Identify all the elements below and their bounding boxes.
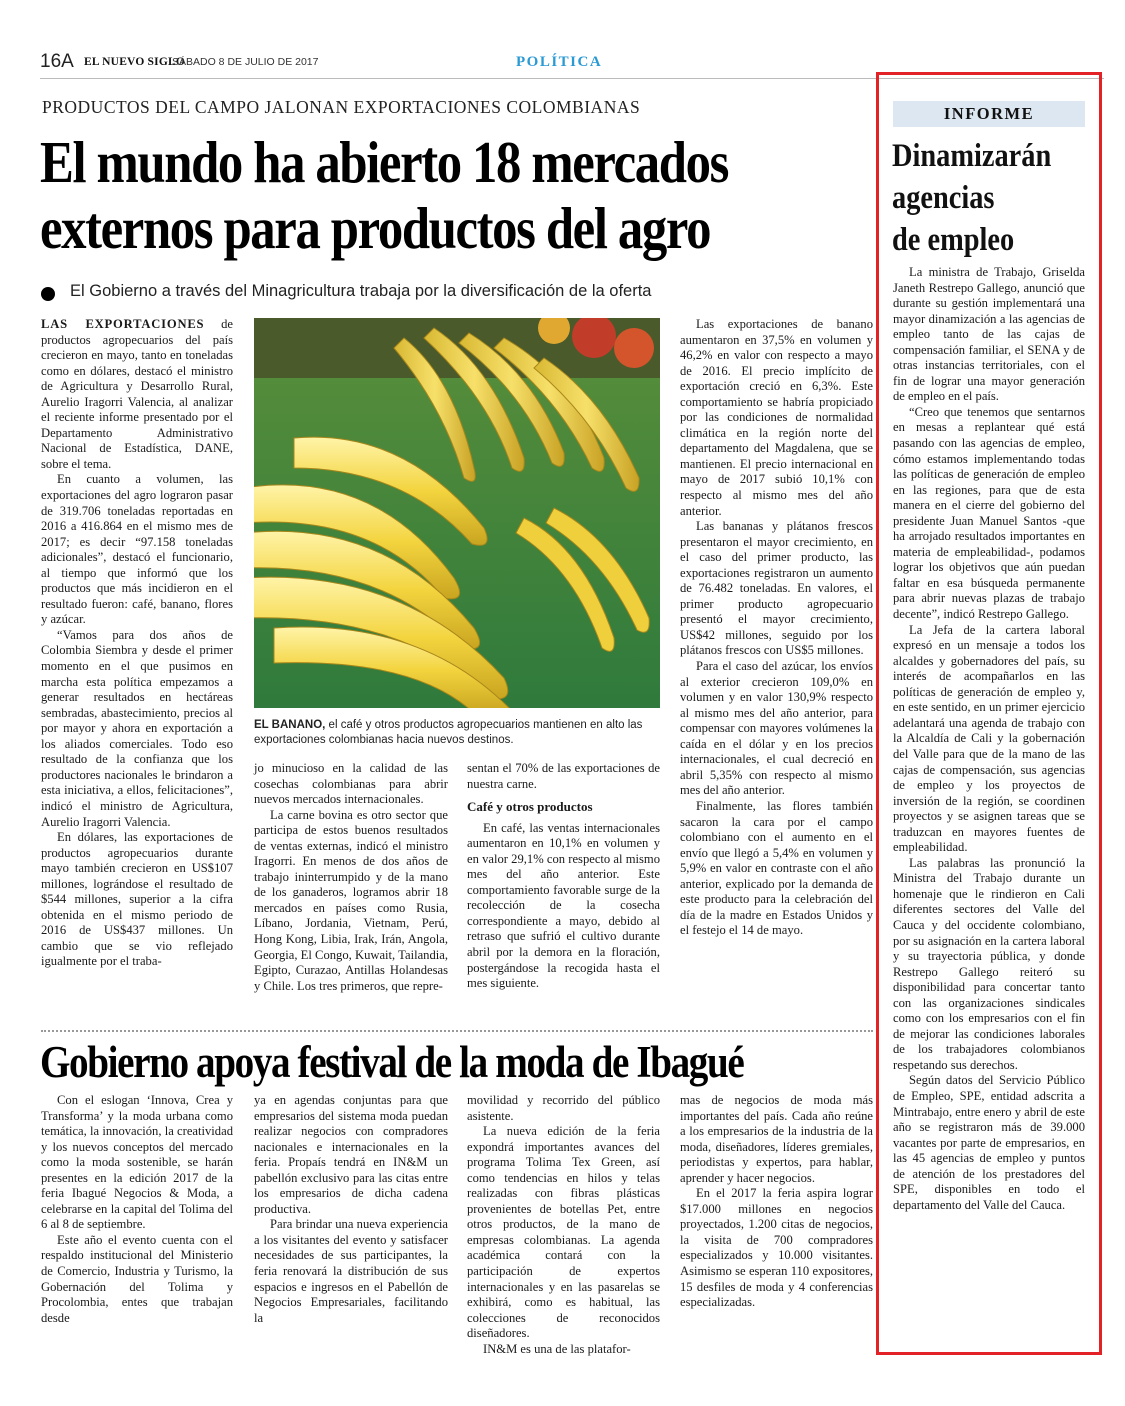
article-divider bbox=[41, 1030, 873, 1032]
paragraph: En café, las ventas internacionales aumentaron en 10,1% en volumen y en valor 29,1% con respecto al mismo mes del año anterior. Este comportamiento favorable surge de la recolección de la cosecha correspondiente a mayo, debido al retraso que sufrió el cultivo durante abril por la demora en la floración, postergándose la recogida hasta el mes siguiente. bbox=[467, 820, 660, 991]
paragraph: En dólares, las exportaciones de productos agropecuarios durante mayo también crecieron en US$107 millones, lográndose el resultado de $544 millones, superior a la cifra obtenida en el mismo periodo de 2016 de US$437 millones. Un cambio que se vio reflejado igualmente por el traba- bbox=[41, 830, 233, 969]
banana-photo-image bbox=[254, 318, 660, 708]
sidebar-headline-line-2: agencias bbox=[892, 180, 995, 216]
second-article-column-3 bbox=[467, 1093, 660, 1357]
paragraph: “Vamos para dos años de Colombia Siembra y desde el primer momento en el que pusimos en marcha esta política empezamos a generar resultados en hectáreas sembradas, abastecimiento, precios al por mayor y ahora en exportación a los aliados comerciales. Todo eso resultado de la confianza que los productores nacionales le brindaron a esta iniciativa, a ellos, felicitaciones”, indicó el ministro de Agricultura, Aurelio Iragorri Valencia. bbox=[41, 627, 233, 829]
paragraph: En el 2017 la feria aspira lograr $17.000 millones en negocios proyectados, 1.200 citas de negocios, la visita de 700 compradores especializados y 10.000 visitantes. Asimismo se esperan 110 expositores, 15 desfiles de moda y 4 conferencias especializadas. bbox=[680, 1186, 873, 1310]
paragraph: Las exportaciones de banano aumentaron en 37,5% en volumen y 46,2% en valor con respecto a mayo de 2016. El precio implícito de exportación creció en 6,3%. Este comportamiento se habría propiciado por las condiciones de normalidad climática en la región norte del departamento del Magdalena, que se mantienen. El precio internacional en mayo de 2017 subió 10,1% con respecto al mismo mes del año anterior. bbox=[680, 317, 873, 518]
second-article-column-2 bbox=[254, 1093, 448, 1326]
article-column-1 bbox=[41, 317, 233, 970]
paragraph: En cuanto a volumen, las exportaciones del agro lograron pasar de 319.706 toneladas reportadas en 2016 a 416.864 en el mismo mes de 2017; es decir “97.158 toneladas adicionales”, destacó el funcionario, al tiempo que informó que los productos que más incidieron en el resultado fueron: café, banano, flores y azúcar. bbox=[41, 472, 233, 627]
paragraph: IN&M es una de las platafor- bbox=[483, 1341, 631, 1356]
sidebar-body bbox=[893, 265, 1085, 1213]
headline-line-1: El mundo ha abierto 18 mercados bbox=[40, 129, 728, 195]
paragraph: La Jefa de la cartera laboral expresó en un mensaje a todos los alcaldes y gobernadores del país, su interés de acompañarlos en las políticas de generación de empleo y, en este sentido, en un primer ejercicio adelantará una agenda de trabajo con la Alcaldía de Cali y la gobernación del Valle para que de la mano de las cajas de compensación, sus agencias de empleo y los proyectos de inversión de la región, se coordinen proyectos y se asignen tareas que se traduzcan en mayores fuentes de empleabilidad. bbox=[893, 622, 1085, 855]
issue-date: SÁBADO 8 DE JULIO DE 2017 bbox=[172, 56, 319, 68]
second-headline: Gobierno apoya festival de la moda de Ibagué bbox=[40, 1037, 744, 1087]
sidebar-headline-line-1: Dinamizarán bbox=[892, 138, 1052, 174]
paragraph: mas de negocios de moda más importantes del país. Cada año reúne a los empresarios de la industria de la moda, diseñadores, líderes gremiales, periodistas y expertos, para hablar, aprender y hacer negocios. bbox=[680, 1093, 873, 1185]
paragraph: LAS EXPORTACIONES de productos agropecuarios del país crecieron en mayo, tanto en toneladas como en dólares, destacó el ministro de Agricultura y Desarrollo Rural, Aurelio Iragorri Valencia, al analizar el reciente informe presentado por el Departamento Administrativo Nacional de Estadística, DANE, sobre el tema. bbox=[41, 317, 233, 471]
paragraph: Para el caso del azúcar, los envíos al exterior crecieron 109,0% en volumen y en valor 130,9% respecto al mismo mes del año anterior, para compensar con mayores volúmenes la caída en el dólar y en los precios internacionales, el cual decreció en abril 5,35% con respecto al mismo mes del año anterior. bbox=[680, 659, 873, 798]
article-column-2 bbox=[254, 761, 448, 994]
paragraph: Este año el evento cuenta con el respaldo institucional del Ministerio de Comercio, Industria y Turismo, la Gobernación del Tolima y Procolombia, entes que trabajan desde bbox=[41, 1232, 233, 1325]
paragraph: Las bananas y plátanos frescos presentaron el mayor crecimiento, en el caso del primer producto, las exportaciones registraron un aumento de 76.482 toneladas. En valores, el primer producto agropecuario presentó el mayor crecimiento, US$42 millones, seguido por los plátanos frescos con US$5 millones. bbox=[680, 519, 873, 658]
section-name: POLÍTICA bbox=[516, 54, 603, 70]
paragraph: “Creo que tenemos que sentarnos en mesas a replantear qué está pasando con las agencias de empleo, cómo estamos implementando todas las políticas de generación de empleo en las regiones, para que de esta manera en el cierre del gobierno del presidente Juan Manuel Santos -que ha arrojado resultados importantes en materia de empleabilidad-, podamos lograr los objetivos que aún puedan faltar en esa búsqueda permanente para abrir nuevas plazas de trabajo decente”, indicó Restrepo Gallego. bbox=[893, 404, 1085, 622]
paragraph: ya en agendas conjuntas para que empresarios del sistema moda puedan realizar negocios con compradores nacionales e internacionales en la feria. Propaís tendrá en IN&M un pabellón exclusivo para las citas entre los empresarios de dicha cadena productiva. bbox=[254, 1093, 448, 1216]
article-subhead: El Gobierno a través del Minagricultura trabaja por la diversificación de la oferta bbox=[70, 282, 652, 300]
photo-caption bbox=[254, 718, 660, 748]
lead-word: LAS EXPORTACIONES bbox=[41, 317, 205, 331]
paragraph: La nueva edición de la feria expondrá importantes avances del programa Tolima Tex Green, así como tendencias en hilos y telas realizadas con fibras plásticas provenientes de botellas Pet, entre otros productos, de la mano de empresas colombianas. La agenda académica contará con la participación de expertos internacionales y en las pasarelas se exhibirá, como es habitual, las colecciones de reconocidos diseñadores. bbox=[467, 1124, 660, 1341]
sidebar-tag: INFORME bbox=[943, 104, 1035, 123]
paragraph: jo minucioso en la calidad de las cosechas colombianas para abrir nuevos mercados internacionales. bbox=[254, 761, 448, 807]
second-article-column-1 bbox=[41, 1093, 233, 1326]
article-column-4 bbox=[680, 317, 873, 939]
caption-lead: EL BANANO, bbox=[254, 719, 326, 731]
article-kicker: PRODUCTOS DEL CAMPO JALONAN EXPORTACIONES COLOMBIANAS bbox=[42, 97, 641, 117]
bullet-icon bbox=[41, 287, 55, 301]
caption-text: el café y otros productos agropecuarios mantienen en alto las exportaciones colombianas hacia nuevos destinos. bbox=[254, 719, 643, 746]
sidebar-headline-line-3: de empleo bbox=[892, 222, 1015, 258]
paragraph: La carne bovina es otro sector que participa de estos buenos resultados de ventas externas, indicó el ministro Iragorri. En menos de dos años de trabajo ininterrumpido y de la mano de los ganaderos, logramos abrir 18 mercados en países como Rusia, Líbano, Jordania, Vietnam, Perú, Hong Kong, Libia, Irak, Irán, Angola, Georgia, El Congo, Kuwait, Tailandia, Egipto, Curazao, Antillas Holandesas y Chile. Los tres primeros, que repre- bbox=[254, 807, 448, 993]
second-article-column-4 bbox=[680, 1093, 873, 1311]
paragraph: Con el eslogan ‘Innova, Crea y Transforma’ y la moda urbana como temática, la innovación, la creatividad y los nuevos conceptos del mercado como la moda sostenible, se harán presentes en la edición 2017 de la feria Ibagué Negocios & Moda, a celebrarse en la capital del Tolima del 6 al 8 de septiembre. bbox=[41, 1093, 233, 1232]
banana-photo bbox=[254, 318, 660, 708]
paragraph: Para brindar una nueva experiencia a los visitantes del evento y satisfacer necesidades de sus participantes, la feria renovará la distribución de sus espacios e ingresos en el Pabellón de Negocios Empresariales, facilitando la bbox=[254, 1217, 448, 1325]
article-column-3 bbox=[467, 761, 660, 992]
paragraph: movilidad y recorrido del público asistente. bbox=[467, 1093, 660, 1123]
paragraph: Según datos del Servicio Público de Empleo, SPE, entidad adscrita a Mintrabajo, entre enero y abril de este año se registraron más de 39.000 vacantes por parte de empresarios, en las 45 agencias de empleo y puntos de atención de los prestadores del SPE, disponibles en todo el departamento del Valle del Cauca. bbox=[893, 1073, 1085, 1212]
paragraph: La ministra de Trabajo, Griselda Janeth Restrepo Gallego, anunció que durante su gestión implementará una mayor dinamización a las agencias de empleo tanto de las cajas de compensación familiar, el SENA y de otras instancias territoriales, con el fin de lograr una mayor generación de empleo en el país. bbox=[893, 265, 1085, 404]
paragraph: Las palabras las pronunció la Ministra del Trabajo durante un homenaje que le rindieron en Cali diferentes sectores del Valle del Cauca y del occidente colombiano, por su asignación en la cartera laboral y su trayectoria pública, y donde Restrepo Gallego reiteró su disponibilidad para concertar tanto con las organizaciones sindicales como con los empresarios con el fin de mejorar las condiciones laborales de los trabajadores colombianos respetando sus derechos. bbox=[893, 855, 1085, 1072]
page-number: 16A bbox=[40, 51, 74, 72]
section-subhead: Café y otros productos bbox=[467, 799, 593, 815]
headline-line-2: externos para productos del agro bbox=[40, 195, 711, 261]
paragraph: Finalmente, las flores también sacaron la cara por el campo colombiano con el aumento en el envío que llegó a 5,4% en volumen y 5,9% en valor en contraste con el año anterior, explicado por la demanda de este producto para la celebración del día de la madre en Estados Unidos y el festejo el 14 de mayo. bbox=[680, 798, 873, 938]
newspaper-name: EL NUEVO SIGLO bbox=[84, 56, 185, 68]
paragraph: sentan el 70% de las exportaciones de nuestra carne. bbox=[467, 761, 660, 791]
